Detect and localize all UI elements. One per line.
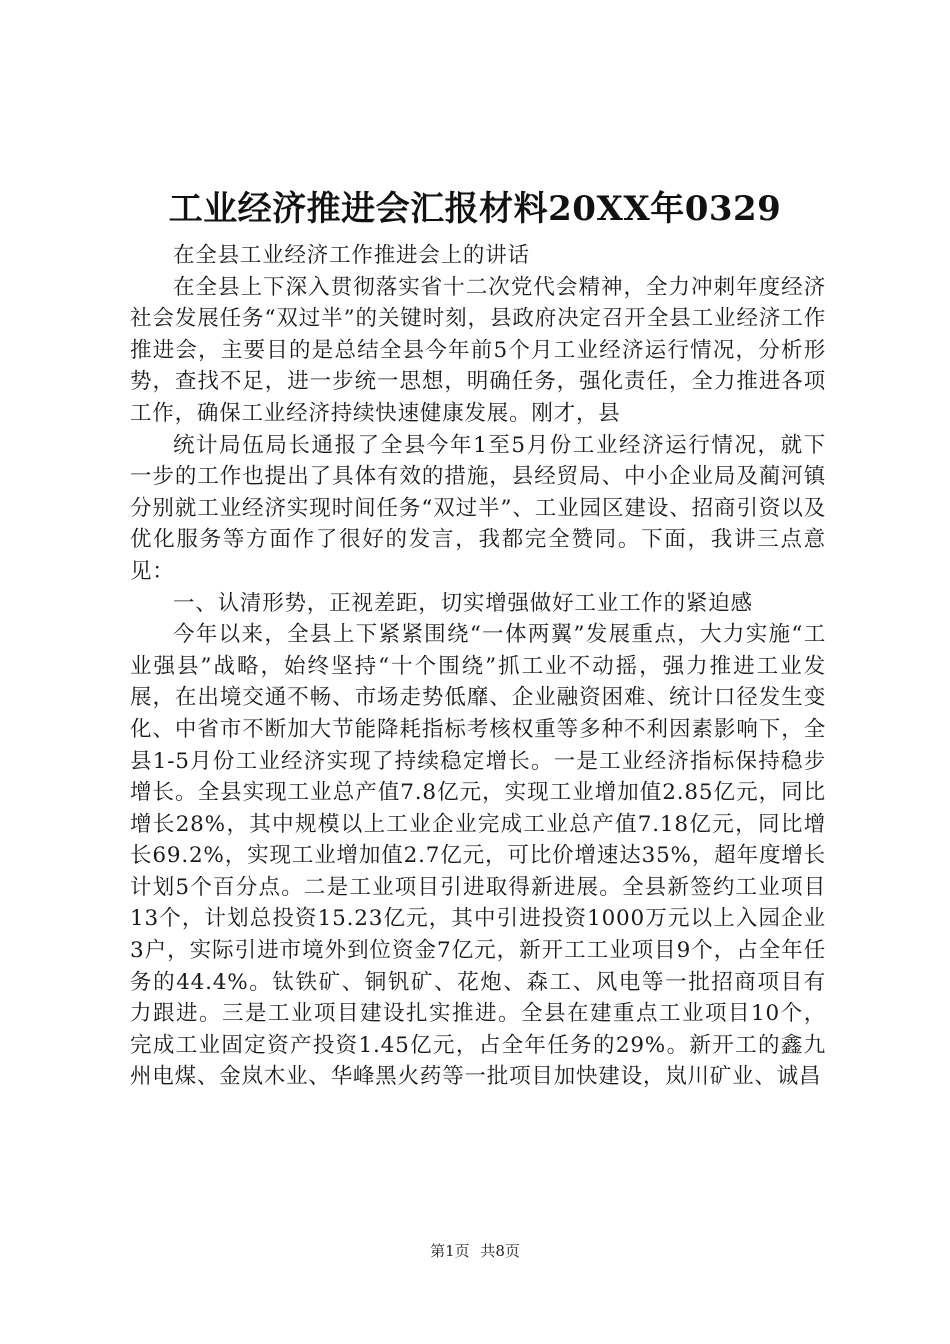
body-paragraph: 今年以来，全县上下紧紧围绕“一体两翼”发展重点，大力实施“工业强县”战略，始终坚持“十个围绕”抓工业不动摇，强力推进工业发展，在出境交通不畅、市场走势低靡、企业融资困难、统计口径发生变化、中省市不断加大节能降耗指标考核权重等多种不利因素影响下，全县1-5月份工业经济实现了持续稳定增长。一是工业经济指标保持稳步增长。全县实现工业总产值7.8亿元，实现工业增加值2.85亿元，同比增长28%，其中规模以上工业企业完成工业总产值7.18亿元，同比增长69.2%，实现工业增加值2.7亿元，可比价增速达35%，超年度增长计划5个百分点。二是工业项目引进取得新进展。全县新签约工业项目13个，计划总投资15.23亿元，其中引进投资1000万元以上入园企业3户，实际引进市境外到位资金7亿元，新开工工业项目9个，占全年任务的44.4%。钛铁矿、铜钒矿、花炮、森工、风电等一批招商项目有力跟进。三是工业项目建设扎实推进。全县在建重点工业项目10个，完成工业固定资产投资1.45亿元，占全年任务的29%。新开工的鑫九州电煤、金岚木业、华峰黑火药等一批项目加快建设，岚川矿业、诚昌 [130,622,826,1090]
page-count: 共8页 [480,1242,520,1260]
body-paragraph: 在全县上下深入贯彻落实省十二次党代会精神，全力冲刺年度经济社会发展任务“双过半”的关键时刻，县政府决定召开全县工业经济工作推进会，主要目的是总结全县今年前5个月工业经济运行情况，分析形势，查找不足，进一步统一思想，明确任务，强化责任，全力推进各项工作，确保工业经济持续快速健康发展。刚才，县 [130,274,826,426]
section-heading: 一、认清形势，正视差距，切实增强做好工业工作的紧迫感 [173,590,753,616]
document-title: 工业经济推进会汇报材料20XX年0329 [168,189,782,229]
page-footer [0,1241,950,1261]
document-body [130,240,826,1093]
speech-subtitle: 在全县工业经济工作推进会上的讲话 [173,243,530,268]
body-paragraph: 统计局伍局长通报了全县今年1至5月份工业经济运行情况，就下一步的工作也提出了具体有效的措施，县经贸局、中小企业局及蔺河镇分别就工业经济实现时间任务“双过半”、工业园区建设、招商引资以及优化服务等方面作了很好的发言，我都完全赞同。下面，我讲三点意见： [130,432,826,584]
page-number: 第1页 [430,1242,470,1260]
